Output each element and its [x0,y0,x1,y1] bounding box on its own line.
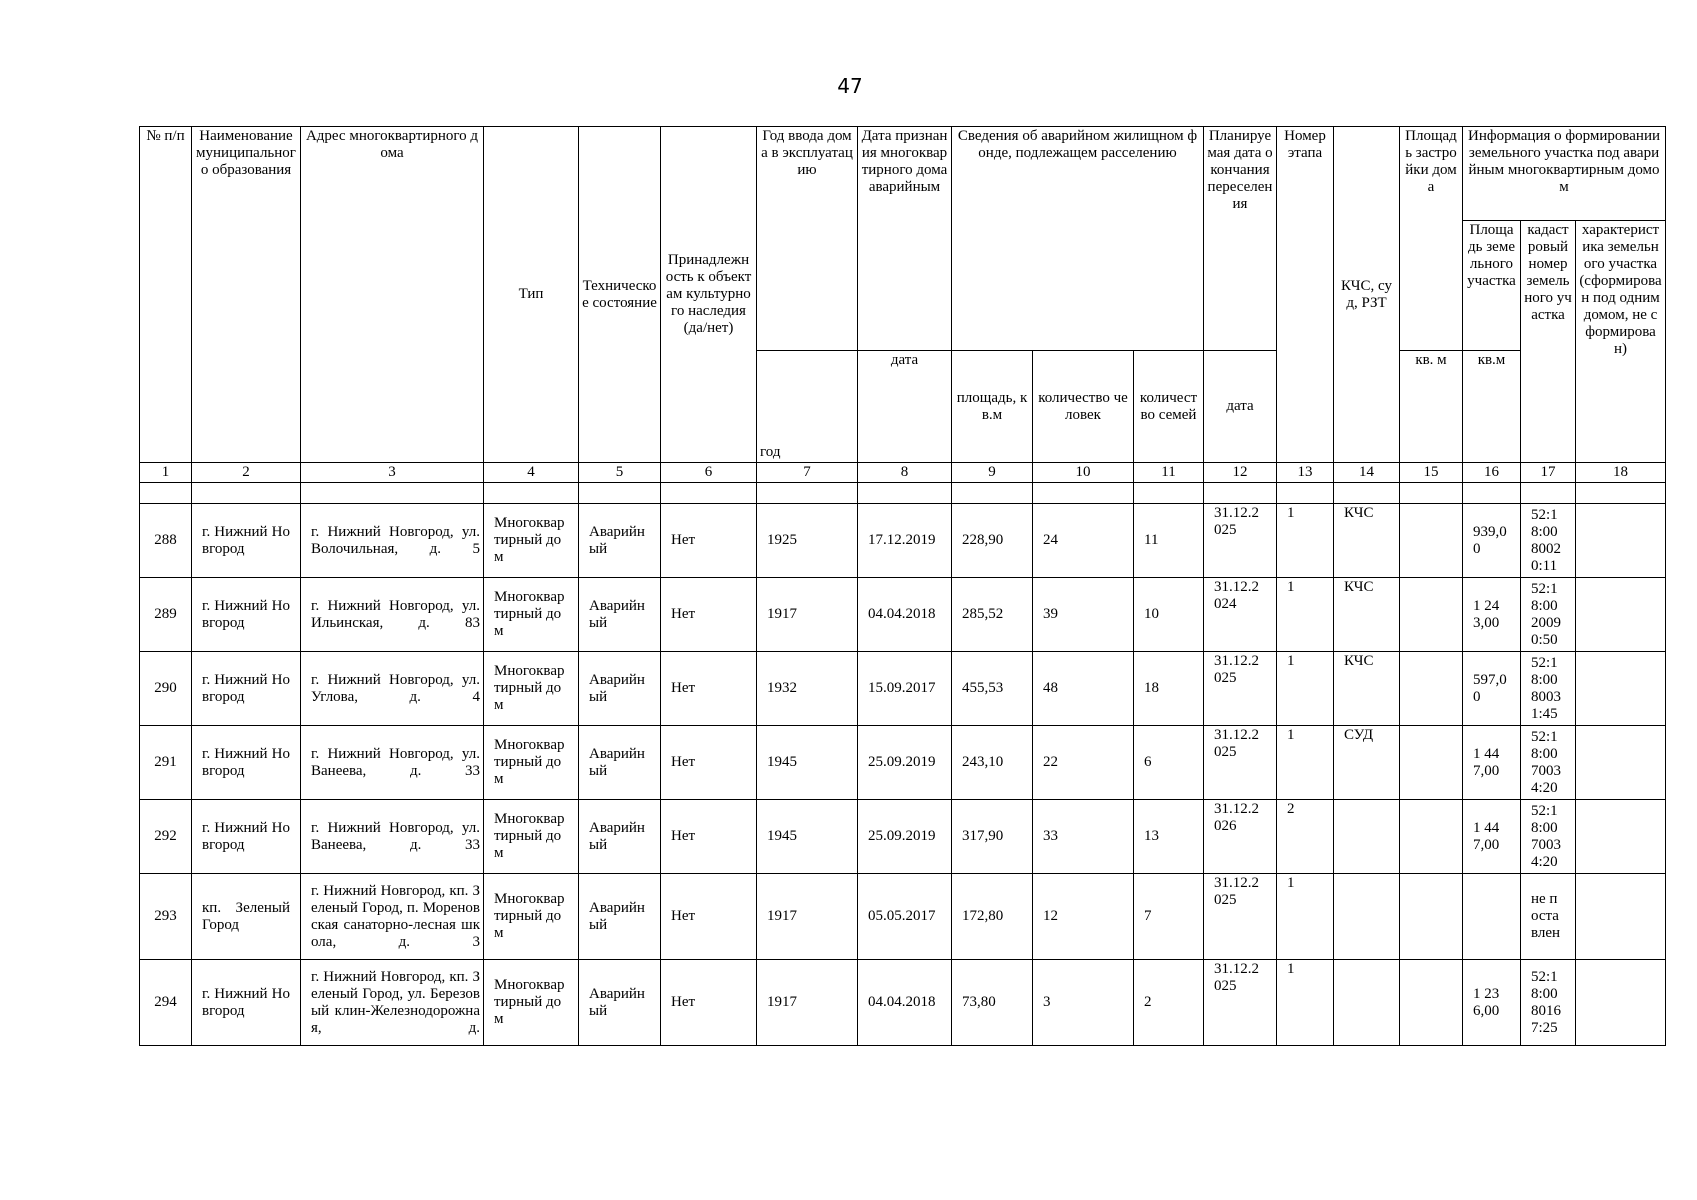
header-cell: Номер этапа [1277,127,1334,463]
table-row [140,726,1666,800]
header-cell: КЧС, суд, РЗТ [1334,127,1400,463]
recognition-date-cell: 17.12.2019 [858,504,952,578]
family-count-cell: 10 [1134,578,1204,652]
family-count-cell: 11 [1134,504,1204,578]
table-row [140,504,1666,578]
header-cell: дата [1204,351,1277,463]
heritage-cell: Нет [661,652,757,726]
commission-year-cell: 1932 [757,652,858,726]
row-number-cell: 291 [140,726,192,800]
stage-number-cell: 1 [1277,874,1334,960]
land-characteristic-cell [1576,960,1666,1046]
building-area-cell [1400,652,1463,726]
land-characteristic-cell [1576,578,1666,652]
heritage-cell: Нет [661,960,757,1046]
column-number-row [140,463,1666,483]
header-cell: Адрес многоквартирного дома [301,127,484,463]
recognition-date-cell: 04.04.2018 [858,960,952,1046]
column-number: 3 [301,463,484,483]
land-characteristic-cell [1576,800,1666,874]
table-header [140,127,1666,463]
column-number: 5 [579,463,661,483]
land-characteristic-cell [1576,652,1666,726]
address-cell: г. Нижний Новгород, ул. Ванеева, д. 33 [301,800,484,874]
address-cell: г. Нижний Новгород, ул. Углова, д. 4 [301,652,484,726]
land-characteristic-cell [1576,874,1666,960]
land-characteristic-cell [1576,504,1666,578]
header-cell: количество семей [1134,351,1204,463]
header-cell: Площадь земельного участка [1463,221,1521,351]
land-area-cell: 1 236,00 [1463,960,1521,1046]
housing-area-cell: 172,80 [952,874,1033,960]
building-area-cell [1400,874,1463,960]
table-row [140,960,1666,1046]
people-count-cell: 48 [1033,652,1134,726]
column-number: 10 [1033,463,1134,483]
land-area-cell [1463,874,1521,960]
cadastral-number-cell: 52:18:0070034:20 [1521,800,1576,874]
planned-resettlement-date-cell: 31.12.2026 [1204,800,1277,874]
column-number: 18 [1576,463,1666,483]
house-type-cell: Многоквартирный дом [484,652,579,726]
header-cell: количество человек [1033,351,1134,463]
heritage-cell: Нет [661,726,757,800]
recognition-date-cell: 05.05.2017 [858,874,952,960]
header-cell: Информация о формировании земельного участка под аварийным многоквартирным домом [1463,127,1666,221]
header-cell: кадастровый номер земельного участка [1521,221,1576,463]
housing-area-cell: 73,80 [952,960,1033,1046]
header-cell: кв. м [1400,351,1463,463]
housing-area-cell: 228,90 [952,504,1033,578]
column-number: 6 [661,463,757,483]
planned-resettlement-date-cell: 31.12.2025 [1204,726,1277,800]
row-number-cell: 289 [140,578,192,652]
row-number-cell: 288 [140,504,192,578]
people-count-cell: 24 [1033,504,1134,578]
technical-state-cell: Аварийный [579,504,661,578]
municipality-cell: кп. Зеленый Город [192,874,301,960]
column-number: 13 [1277,463,1334,483]
header-cell: Наименование муниципального образования [192,127,301,463]
basis-cell [1334,800,1400,874]
stage-number-cell: 1 [1277,578,1334,652]
technical-state-cell: Аварийный [579,652,661,726]
land-area-cell: 1 447,00 [1463,800,1521,874]
row-number-cell: 292 [140,800,192,874]
basis-cell: КЧС [1334,504,1400,578]
column-number: 16 [1463,463,1521,483]
table-row [140,578,1666,652]
table-row [140,652,1666,726]
column-number: 4 [484,463,579,483]
family-count-cell: 2 [1134,960,1204,1046]
emergency-housing-table [139,126,1666,1046]
planned-resettlement-date-cell: 31.12.2024 [1204,578,1277,652]
house-type-cell: Многоквартирный дом [484,800,579,874]
basis-cell: КЧС [1334,652,1400,726]
column-number: 2 [192,463,301,483]
stage-number-cell: 1 [1277,652,1334,726]
building-area-cell [1400,726,1463,800]
column-number: 8 [858,463,952,483]
technical-state-cell: Аварийный [579,874,661,960]
land-characteristic-cell [1576,726,1666,800]
column-number: 7 [757,463,858,483]
basis-cell: СУД [1334,726,1400,800]
building-area-cell [1400,578,1463,652]
house-type-cell: Многоквартирный дом [484,726,579,800]
housing-area-cell: 455,53 [952,652,1033,726]
header-cell: дата [858,351,952,463]
municipality-cell: г. Нижний Новгород [192,960,301,1046]
heritage-cell: Нет [661,874,757,960]
heritage-cell: Нет [661,578,757,652]
commission-year-cell: 1917 [757,578,858,652]
stage-number-cell: 2 [1277,800,1334,874]
stage-number-cell: 1 [1277,504,1334,578]
land-area-cell: 597,00 [1463,652,1521,726]
recognition-date-cell: 25.09.2019 [858,726,952,800]
cadastral-number-cell: 52:18:0080031:45 [1521,652,1576,726]
planned-resettlement-date-cell: 31.12.2025 [1204,960,1277,1046]
house-type-cell: Многоквартирный дом [484,960,579,1046]
municipality-cell: г. Нижний Новгород [192,800,301,874]
planned-resettlement-date-cell: 31.12.2025 [1204,652,1277,726]
people-count-cell: 12 [1033,874,1134,960]
municipality-cell: г. Нижний Новгород [192,726,301,800]
housing-area-cell: 243,10 [952,726,1033,800]
header-cell: Техническое состояние [579,127,661,463]
header-cell: Принадлежность к объектам культурного наследия (да/нет) [661,127,757,463]
table-body [140,504,1666,1046]
building-area-cell [1400,504,1463,578]
address-cell: г. Нижний Новгород, ул. Волочильная, д. 5 [301,504,484,578]
commission-year-cell: 1917 [757,874,858,960]
column-number: 12 [1204,463,1277,483]
people-count-cell: 39 [1033,578,1134,652]
header-cell: Площадь застройки дома [1400,127,1463,351]
header-cell: Планируемая дата окончания переселения [1204,127,1277,351]
commission-year-cell: 1945 [757,726,858,800]
cadastral-number-cell: 52:18:0070034:20 [1521,726,1576,800]
address-cell: г. Нижний Новгород, кп. Зеленый Город, ул. Березовый клин-Железнодорожная, д. [301,960,484,1046]
technical-state-cell: Аварийный [579,960,661,1046]
column-number: 9 [952,463,1033,483]
spacer-row [140,483,1666,504]
header-cell: Год ввода дома в эксплуатацию [757,127,858,351]
heritage-cell: Нет [661,504,757,578]
address-cell: г. Нижний Новгород, ул. Ванеева, д. 33 [301,726,484,800]
commission-year-cell: 1945 [757,800,858,874]
recognition-date-cell: 15.09.2017 [858,652,952,726]
house-type-cell: Многоквартирный дом [484,578,579,652]
family-count-cell: 7 [1134,874,1204,960]
land-area-cell: 1 243,00 [1463,578,1521,652]
municipality-cell: г. Нижний Новгород [192,652,301,726]
planned-resettlement-date-cell: 31.12.2025 [1204,874,1277,960]
row-number-cell: 293 [140,874,192,960]
family-count-cell: 18 [1134,652,1204,726]
building-area-cell [1400,800,1463,874]
heritage-cell: Нет [661,800,757,874]
header-cell: Сведения об аварийном жилищном фонде, подлежащем расселению [952,127,1204,351]
people-count-cell: 22 [1033,726,1134,800]
header-cell: Тип [484,127,579,463]
table-row [140,800,1666,874]
address-cell: г. Нижний Новгород, ул. Ильинская, д. 83 [301,578,484,652]
technical-state-cell: Аварийный [579,578,661,652]
housing-area-cell: 285,52 [952,578,1033,652]
header-cell: год [757,351,858,463]
column-number: 15 [1400,463,1463,483]
cadastral-number-cell: не поставлен [1521,874,1576,960]
header-cell: кв.м [1463,351,1521,463]
people-count-cell: 33 [1033,800,1134,874]
stage-number-cell: 1 [1277,960,1334,1046]
municipality-cell: г. Нижний Новгород [192,504,301,578]
column-number: 11 [1134,463,1204,483]
basis-cell [1334,874,1400,960]
table-row [140,874,1666,960]
basis-cell [1334,960,1400,1046]
header-cell: характеристика земельного участка (сформирован под одним домом, не сформирован) [1576,221,1666,463]
people-count-cell: 3 [1033,960,1134,1046]
technical-state-cell: Аварийный [579,800,661,874]
header-cell: № п/п [140,127,192,463]
recognition-date-cell: 25.09.2019 [858,800,952,874]
land-area-cell: 939,00 [1463,504,1521,578]
family-count-cell: 13 [1134,800,1204,874]
technical-state-cell: Аварийный [579,726,661,800]
commission-year-cell: 1925 [757,504,858,578]
basis-cell: КЧС [1334,578,1400,652]
family-count-cell: 6 [1134,726,1204,800]
address-cell: г. Нижний Новгород, кп. Зеленый Город, п. Мореновская санаторно-лесная школа, д. 3 [301,874,484,960]
commission-year-cell: 1917 [757,960,858,1046]
house-type-cell: Многоквартирный дом [484,504,579,578]
cadastral-number-cell: 52:18:0080167:25 [1521,960,1576,1046]
header-cell: площадь, кв.м [952,351,1033,463]
column-number: 14 [1334,463,1400,483]
land-area-cell: 1 447,00 [1463,726,1521,800]
cadastral-number-cell: 52:18:0080020:11 [1521,504,1576,578]
page-number: 47 [837,74,863,98]
house-type-cell: Многоквартирный дом [484,874,579,960]
cadastral-number-cell: 52:18:0020090:50 [1521,578,1576,652]
header-cell: Дата признания многоквартирного дома аварийным [858,127,952,351]
column-number: 17 [1521,463,1576,483]
column-number: 1 [140,463,192,483]
municipality-cell: г. Нижний Новгород [192,578,301,652]
recognition-date-cell: 04.04.2018 [858,578,952,652]
row-number-cell: 290 [140,652,192,726]
row-number-cell: 294 [140,960,192,1046]
building-area-cell [1400,960,1463,1046]
planned-resettlement-date-cell: 31.12.2025 [1204,504,1277,578]
stage-number-cell: 1 [1277,726,1334,800]
housing-area-cell: 317,90 [952,800,1033,874]
